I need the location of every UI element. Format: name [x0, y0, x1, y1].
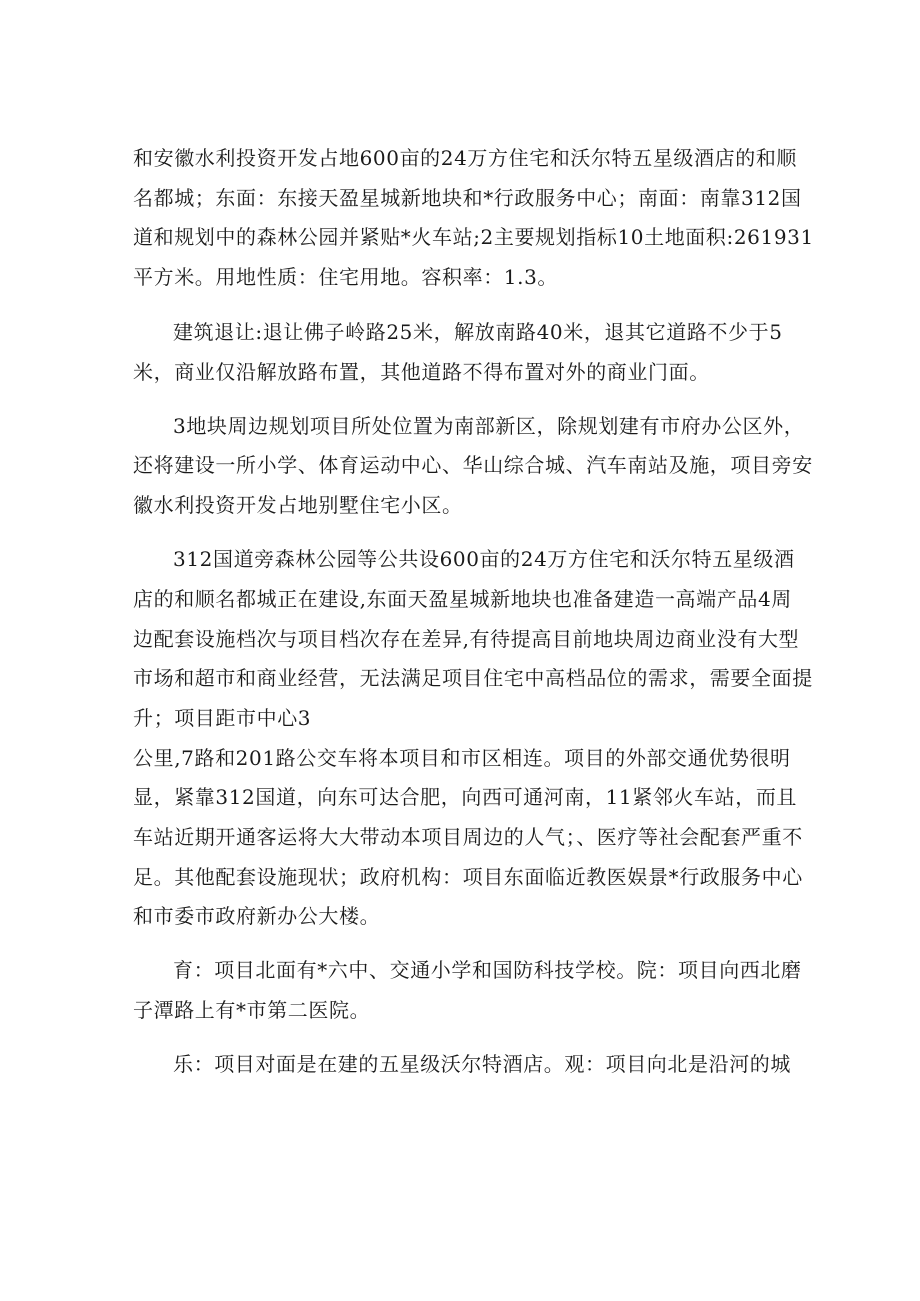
text-line: 店的和顺名都城正在建设,东面天盈星城新地块也准备建造一高端产品4周 — [133, 587, 792, 611]
text-line: 乐：项目对面是在建的五星级沃尔特酒店。观：项目向北是沿河的城 — [173, 1052, 791, 1076]
text-line: 米，商业仅沿解放路布置，其他道路不得布置对外的商业门面。 — [133, 360, 710, 384]
text-line: 升；项目距市中心3 — [133, 706, 312, 730]
text-line: 子潭路上有*市第二医院。 — [133, 998, 371, 1022]
text-line: 公里,7路和201路公交车将本项目和市区相连。项目的外部交通优势很明 — [133, 746, 791, 770]
text-line: 车站近期开通客运将大大带动本项目周边的人气；、医疗等社会配套严重不 — [133, 825, 803, 849]
text-line: 育：项目北面有*六中、交通小学和国防科技学校。院：项目向西北磨 — [173, 958, 802, 982]
text-line: 边配套设施档次与项目档次存在差异,有待提高目前地块周边商业没有大型 — [133, 627, 800, 651]
text-line: 建筑退让:退让佛子岭路25米，解放南路40米，退其它道路不少于5 — [173, 320, 783, 344]
text-line: 和市委市政府新办公大楼。 — [133, 904, 381, 928]
text-line: 平方米。用地性质：住宅用地。容积率：1.3。 — [133, 265, 559, 289]
text-line: 还将建设一所小学、体育运动中心、华山综合城、汽车南站及施，项目旁安 — [133, 453, 813, 477]
text-line: 312国道旁森林公园等公共设600亩的24万方住宅和沃尔特五星级酒 — [173, 547, 795, 571]
text-line: 徽水利投资开发占地别墅住宅小区。 — [133, 493, 463, 517]
text-line: 和安徽水利投资开发占地600亩的24万方住宅和沃尔特五星级酒店的和顺 — [133, 146, 798, 170]
text-line: 3地块周边规划项目所处位置为南部新区，除规划建有市府办公区外， — [173, 414, 805, 438]
text-line: 足。其他配套设施现状；政府机构：项目东面临近教医娱景*行政服务中心 — [133, 865, 803, 889]
text-line: 道和规划中的森林公园并紧贴*火车站;2主要规划指标10土地面积:261931 — [133, 225, 814, 249]
text-line: 显，紧靠312国道，向东可达合肥，向西可通河南，11紧邻火车站，而且 — [133, 785, 798, 809]
text-line: 市场和超市和商业经营，无法满足项目住宅中高档品位的需求，需要全面提 — [133, 666, 813, 690]
text-line: 名都城；东面：东接天盈星城新地块和*行政服务中心；南面：南靠312国 — [133, 186, 802, 210]
